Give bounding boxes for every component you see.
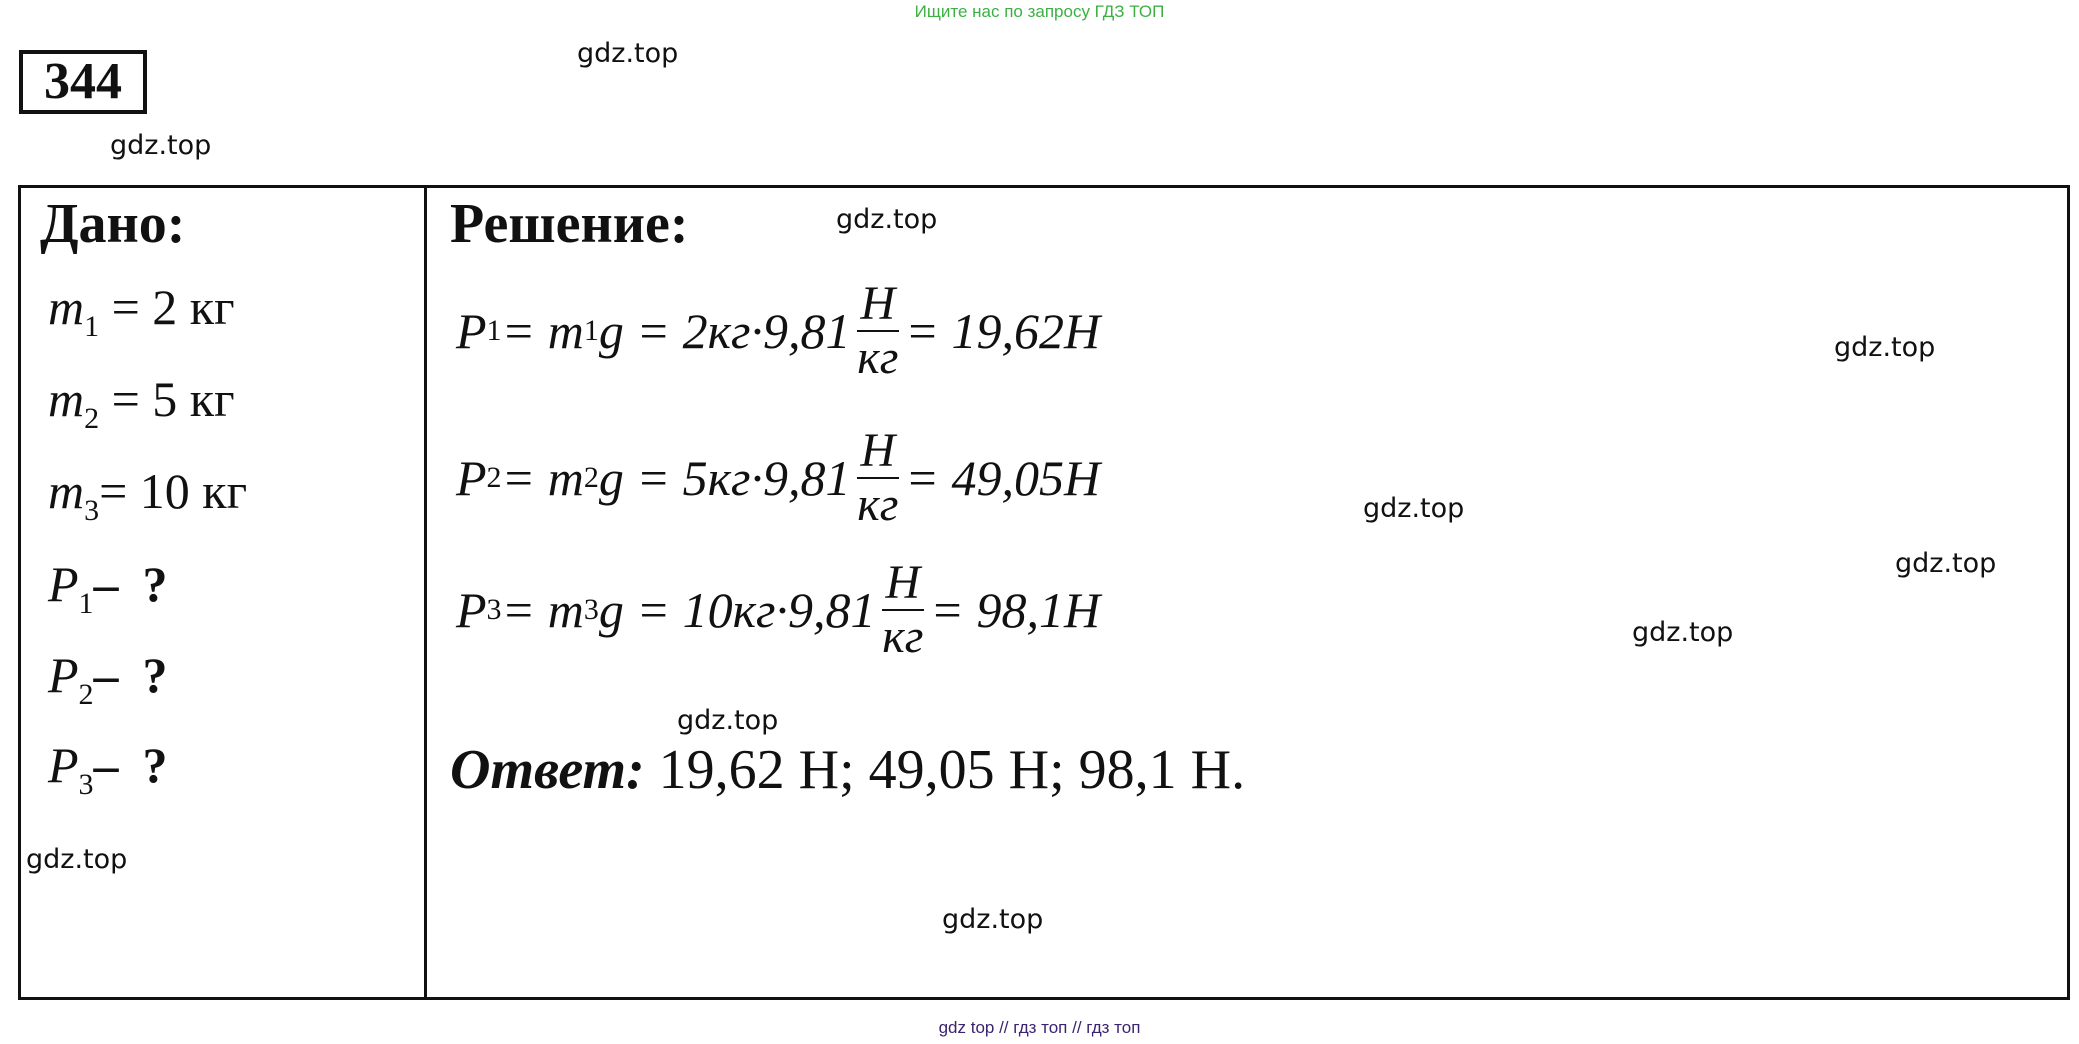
- solution-heading: Решение:: [450, 193, 689, 255]
- footer-links[interactable]: gdz top // гдз топ // гдз топ: [938, 1018, 1141, 1037]
- watermark: gdz.top: [1632, 617, 1734, 648]
- given-p2: $P_2-$ ?: [48, 647, 168, 711]
- watermark: gdz.top: [677, 705, 779, 736]
- watermark: gdz.top: [110, 130, 212, 161]
- given-heading: Дано:: [40, 193, 186, 255]
- fraction: $\frac{H}{кг}$: [882, 556, 924, 663]
- watermark: gdz.top: [836, 204, 938, 235]
- fraction: $\frac{H}{кг}$: [857, 277, 899, 384]
- answer-label: Ответ:: [450, 739, 645, 801]
- given-m1: $m_1 = 2$ кг: [48, 279, 235, 343]
- given-p1: $P_1-$ ?: [48, 556, 168, 620]
- watermark: gdz.top: [26, 844, 128, 875]
- formula-p1: P 1 = m 1 g = 2кг·9,81 $\frac{H}{кг}$ = 19,62H: [456, 277, 1101, 384]
- given-m3: $m_3= 10$ кг: [48, 463, 248, 527]
- watermark: gdz.top: [1363, 493, 1465, 524]
- watermark: gdz.top: [942, 904, 1044, 935]
- formula-p2: P 2 = m 2 g = 5кг·9,81 $\frac{H}{кг}$ = 49,05H: [456, 424, 1101, 531]
- watermark: gdz.top: [1834, 332, 1936, 363]
- answer-text: 19,62 Н; 49,05 Н; 98,1 Н.: [644, 739, 1246, 801]
- watermark: gdz.top: [577, 38, 679, 69]
- formula-p3: P 3 = m 3 g = 10кг·9,81 $\frac{H}{кг}$ = 98,1H: [456, 556, 1101, 663]
- given-m2: $m_2 = 5$ кг: [48, 371, 235, 435]
- watermark: gdz.top: [1895, 548, 1997, 579]
- fraction: $\frac{H}{кг}$: [857, 424, 899, 531]
- top-banner[interactable]: Ищите нас по запросу ГДЗ ТОП: [914, 2, 1165, 21]
- column-divider: [424, 185, 427, 1000]
- given-p3: $P_3-$ ?: [48, 737, 168, 801]
- problem-number: 344: [19, 50, 147, 114]
- answer: [450, 738, 1245, 802]
